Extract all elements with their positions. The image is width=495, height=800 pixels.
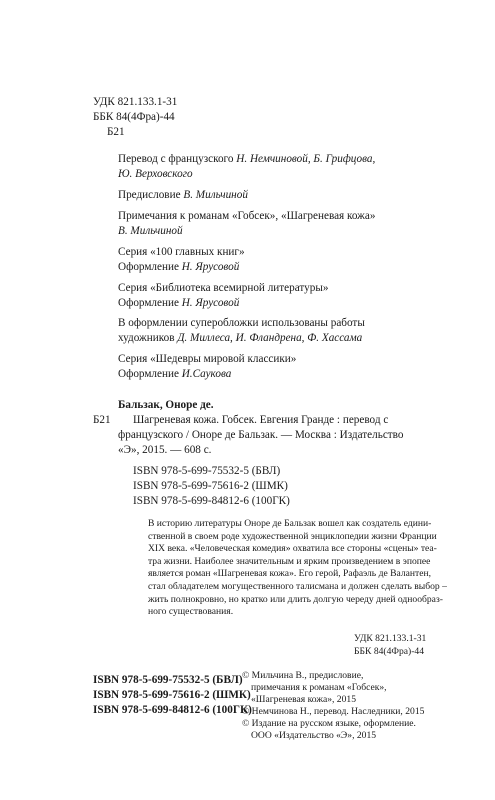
annotation-line: стал обладателем могущественного талисмана и должен сделать выбор – bbox=[148, 580, 447, 592]
design-label: Оформление bbox=[118, 297, 179, 309]
preface-credit bbox=[118, 188, 248, 203]
preface-label: Предисловие bbox=[118, 189, 181, 201]
catalog-isbn: ISBN 978-5-699-75616-2 (ШМК) bbox=[133, 480, 288, 492]
translator-names: Н. Немчиновой, Б. Грифцова, bbox=[236, 153, 376, 165]
series-100-design bbox=[118, 260, 239, 275]
translation-credit bbox=[118, 152, 375, 167]
catalog-isbn: ISBN 978-5-699-84812-6 (100ГК) bbox=[133, 495, 290, 507]
notes-name: В. Мильчиной bbox=[118, 225, 183, 237]
footer-isbn: ISBN 978-5-699-75532-5 (БВЛ) bbox=[93, 674, 243, 686]
catalog-isbn: ISBN 978-5-699-75532-5 (БВЛ) bbox=[133, 465, 281, 477]
catalog-author-mark: Б21 bbox=[93, 414, 111, 426]
copyright-line: ООО «Издательство «Э», 2015 bbox=[251, 730, 377, 741]
designer-name: Н. Ярусовой bbox=[181, 261, 240, 273]
copyright-line: примечания к романам «Гобсек», bbox=[251, 682, 387, 693]
series-100-label: Серия «100 главных книг» bbox=[118, 246, 245, 258]
catalog-udk: УДК 821.133.1-31 bbox=[354, 633, 427, 644]
footer-isbn: ISBN 978-5-699-84812-6 (100ГК) bbox=[93, 704, 252, 716]
series-library-label: Серия «Библиотека всемирной литературы» bbox=[118, 282, 329, 294]
annotation-line: является роман «Шагреневая кожа». Его герой, Рафаэль де Валантен, bbox=[148, 568, 432, 580]
annotation-line: ственной в своем роде художественной энциклопедии жизни Франции bbox=[148, 530, 437, 542]
artists-label: художников bbox=[118, 332, 175, 344]
designer-name: И.Саукова bbox=[181, 368, 232, 380]
cover-artists bbox=[118, 331, 362, 346]
udk-code: УДК 821.133.1-31 bbox=[93, 96, 178, 108]
annotation-line: тра жизни. Наиболее значительным и ярким произведением в эпопее bbox=[148, 555, 431, 567]
catalog-description-line: французского / Оноре де Бальзак. — Москва : Издательство bbox=[118, 429, 404, 441]
artist-names: Д. Миллеса, И. Фландрена, Ф. Хассама bbox=[177, 332, 363, 344]
copyright-line: © Немчинова Н., перевод. Наследники, 2015 bbox=[242, 706, 425, 717]
design-label: Оформление bbox=[118, 368, 179, 380]
annotation-line: жить полнокровно, но кратко или длить долгую череду дней однообраз- bbox=[148, 593, 443, 605]
design-label: Оформление bbox=[118, 261, 179, 273]
cover-credit: В оформлении суперобложки использованы работы bbox=[118, 317, 365, 329]
catalog-bbk: ББК 84(4Фра)-44 bbox=[354, 646, 425, 657]
footer-isbn: ISBN 978-5-699-75616-2 (ШМК) bbox=[93, 689, 251, 701]
annotation-line: XIX века. «Человеческая комедия» охватила все стороны «сцены» теа- bbox=[148, 543, 437, 555]
catalog-description-line: Шагреневая кожа. Гобсек. Евгения Гранде : перевод с bbox=[133, 414, 389, 426]
copyright-line: «Шагреневая кожа», 2015 bbox=[251, 694, 356, 705]
catalog-description-line: «Э», 2015. — 608 с. bbox=[118, 444, 212, 456]
copyright-line: © Издание на русском языке, оформление. bbox=[242, 718, 416, 729]
annotation-paragraph bbox=[148, 518, 451, 619]
bbk-code: ББК 84(4Фра)-44 bbox=[93, 111, 175, 123]
preface-name: В. Мильчиной bbox=[183, 189, 248, 201]
annotation-line: В историю литературы Оноре де Бальзак вошел как создатель едини- bbox=[148, 518, 432, 529]
notes-credit: Примечания к романам «Гобсек», «Шагреневая кожа» bbox=[118, 210, 376, 222]
translator-names-cont: Ю. Верховского bbox=[118, 168, 193, 180]
annotation-line: ного существования. bbox=[148, 606, 234, 618]
series-masterpieces-label: Серия «Шедевры мировой классики» bbox=[118, 353, 297, 365]
series-library-design bbox=[118, 296, 239, 311]
designer-name: Н. Ярусовой bbox=[181, 297, 240, 309]
copyright-line: © Мильчина В., предисловие, bbox=[242, 670, 364, 681]
translation-label: Перевод с французского bbox=[118, 153, 234, 165]
series-masterpieces-design bbox=[118, 367, 231, 382]
author-heading: Бальзак, Оноре де. bbox=[118, 399, 214, 411]
author-mark: Б21 bbox=[107, 126, 125, 138]
